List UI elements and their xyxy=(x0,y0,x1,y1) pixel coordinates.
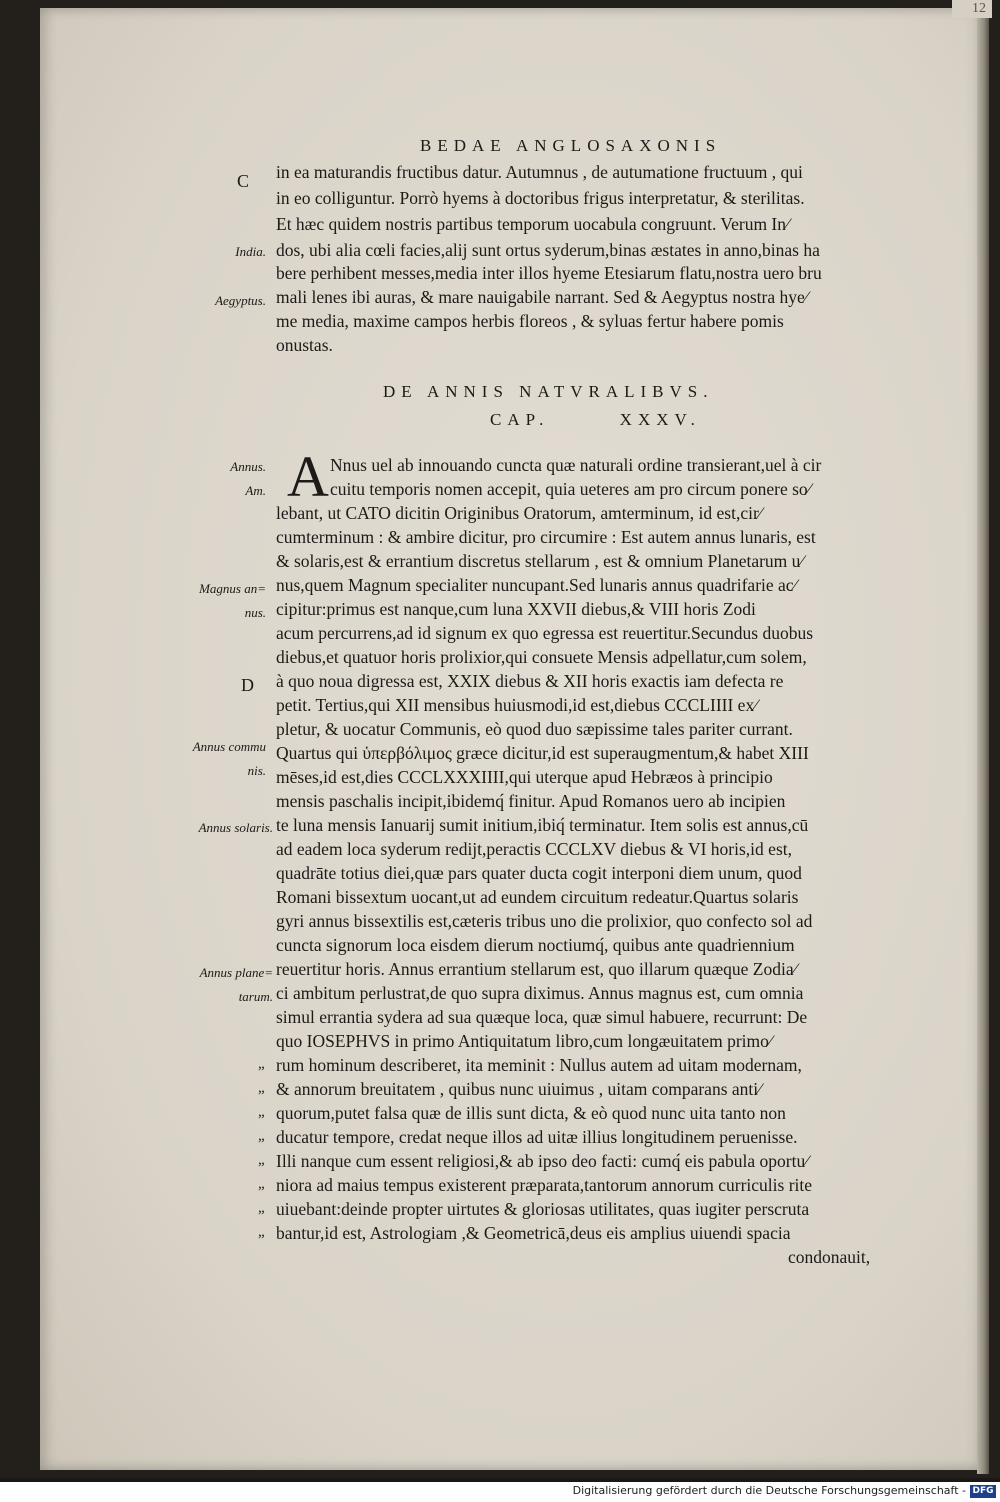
text-line: quo IOSEPHVS in primo Antiquitatum libro,cum longæuitatem primo∕ xyxy=(276,1031,772,1051)
text-line: uiuebant:deinde propter uirtutes & gloriosas utilitates, quas iugiter perscruta xyxy=(276,1199,810,1219)
text-line: Nnus uel ab innouando cuncta quæ naturali ordine transierant,uel à cir xyxy=(330,455,822,475)
margin-note-am: Am. xyxy=(245,483,266,498)
text-line: mēses,id est,dies CCCLXXXIIII,qui uterque apud Hebræos à principio xyxy=(276,767,773,787)
text-line: à quo noua digressa est, XXIX diebus & XII horis exactis iam defecta re xyxy=(276,671,784,691)
text-line: Illi nanque cum essent religiosi,& ab ipso deo facti: cumq́ eis pabula oportu∕ xyxy=(276,1151,809,1171)
text-line: quadrāte totius diei,quæ pars quater ducta cogit interponi diem unum, quod xyxy=(276,863,802,883)
text-line: mali lenes ibi auras, & mare nauigabile narrant. Sed & Aegyptus nostra hye∕ xyxy=(276,287,808,307)
footer-bar xyxy=(0,1482,1000,1502)
page-number: 12 xyxy=(972,1,986,16)
footer-credit: Digitalisierung gefördert durch die Deutsche Forschungsgemeinschaft - xyxy=(572,1484,966,1497)
quote-mark: „ xyxy=(258,1104,265,1120)
margin-letter-d: D xyxy=(241,675,254,695)
quote-mark: „ xyxy=(258,1200,265,1216)
quote-mark: „ xyxy=(258,1128,265,1144)
text-line: reuertitur horis. Annus errantium stellarum est, quo illarum quæque Zodia∕ xyxy=(276,959,797,979)
text-line: simul errantia sydera ad sua quæque loca, quæ simul habuere, recurrunt: De xyxy=(276,1007,808,1027)
text-line: in eo colliguntur. Porrò hyems à doctoribus frigus interpretatur, & sterilitas. xyxy=(276,188,805,208)
page-number-tab xyxy=(952,0,992,18)
quote-mark: „ xyxy=(258,1152,265,1168)
quote-mark: „ xyxy=(258,1080,265,1096)
drop-cap: A xyxy=(287,444,329,509)
margin-note-magnus-1: Magnus an= xyxy=(199,581,266,596)
text-line: mensis paschalis incipit,ibidemq́ finitur. Apud Romanos uero ab incipien xyxy=(276,791,786,811)
margin-note-communis-1: Annus commu xyxy=(192,739,266,754)
running-head: BEDAE ANGLOSAXONIS xyxy=(420,136,722,155)
text-line: cuitu temporis nomen accepit, quia ueteres am pro circum ponere so∕ xyxy=(330,479,811,499)
margin-note-planet-1: Annus plane= xyxy=(199,965,273,980)
text-line: pletur, & uocatur Communis, eò quod duo sæpissime tales pariter currant. xyxy=(276,719,793,739)
text-line: me media, maxime campos herbis floreos , & syluas fertur habere pomis xyxy=(276,311,784,331)
text-line: niora ad maius tempus existerent præparata,tantorum annorum curriculis rite xyxy=(276,1175,813,1195)
text-line: lebant, ut CATO dicitin Originibus Oratorum, amterminum, id est,cir∕ xyxy=(276,503,762,523)
margin-note-aegyptus: Aegyptus. xyxy=(215,293,266,308)
text-line: onustas. xyxy=(276,335,333,355)
margin-note-solaris: Annus solaris. xyxy=(198,820,273,835)
text-line: bere perhibent messes,media inter illos hyeme Etesiarum flatu,nostra uero bru xyxy=(276,263,822,283)
margin-note-communis-2: nis. xyxy=(247,763,266,778)
text-line: ducatur tempore, credat neque illos ad uitæ illius longitudinem peruenisse. xyxy=(276,1127,798,1147)
quote-mark: „ xyxy=(258,1224,265,1240)
margin-note-annus: Annus. xyxy=(230,459,266,474)
dfg-logo[interactable]: DFG xyxy=(970,1485,996,1498)
margin-note-planet-2: tarum. xyxy=(238,989,273,1004)
text-line: acum percurrens,ad id signum ex quo egressa est reuertitur.Secundus duobus xyxy=(276,623,814,643)
chapter-number: CAP. XXXV. xyxy=(490,410,701,429)
text-line: rum hominum describeret, ita meminit : Nullus autem ad uitam modernam, xyxy=(276,1055,802,1075)
text-line: petit. Tertius,qui XII mensibus huiusmodi,id est,diebus CCCLIIII ex∕ xyxy=(276,695,758,715)
text-line: gyri annus bissextilis est,cæteris tribus uno die prolixior, quo confecto sol ad xyxy=(276,911,813,931)
text-line: te luna mensis Ianuarij sumit initium,ibiq́ terminatur. Item solis est annus,cū xyxy=(276,815,809,835)
text-line: bantur,id est, Astrologiam ,& Geometricā,deus eis amplius uiuendi spacia xyxy=(276,1223,791,1243)
text-line: ad eadem loca syderum redijt,peractis CCCLXV diebus & VI horis,id est, xyxy=(276,839,792,859)
chapter-title: DE ANNIS NATVRALIBVS. xyxy=(383,382,714,401)
quote-mark: „ xyxy=(258,1056,265,1072)
text-line: cipitur:primus est nanque,cum luna XXVII diebus,& VIII horis Zodi xyxy=(276,599,756,619)
margin-letter-c: C xyxy=(237,171,250,191)
text-line: condonauit, xyxy=(788,1247,871,1267)
text-line: Quartus qui ὑπερβόλιμος græce dicitur,id est superaugmentum,& habet XIII xyxy=(276,743,809,763)
text-line: & solaris,est & errantium discretus stellarum , est & omnium Planetarum u∕ xyxy=(276,551,804,571)
margin-note-india: India. xyxy=(235,244,266,259)
text-line: nus,quem Magnum specialiter nuncupant.Sed lunaris annus quadrifarie ac∕ xyxy=(276,575,797,595)
text-line: diebus,et quatuor horis prolixior,qui consuete Mensis adpellatur,cum solem, xyxy=(276,647,807,667)
text-line: cuncta signorum loca eisdem dierum noctiumq́, quibus ante quadriennium xyxy=(276,935,795,955)
page-edge xyxy=(977,6,989,1474)
text-line: Et hæc quidem nostris partibus temporum uocabula congruunt. Verum In∕ xyxy=(276,214,789,234)
text-line: & annorum breuitatem , quibus nunc uiuimus , uitam comparans anti∕ xyxy=(276,1079,762,1099)
text-line: cumterminum : & ambire dicitur, pro circumire : Est autem annus lunaris, est xyxy=(276,527,816,547)
text-line: dos, ubi alia cœli facies,alij sunt ortus syderum,binas æstates in anno,binas ha xyxy=(276,240,820,260)
margin-note-magnus-2: nus. xyxy=(244,605,266,620)
text-line: Romani bissextum uocant,ut ad eundem circuitum redeatur.Quartus solaris xyxy=(276,887,799,907)
quote-mark: „ xyxy=(258,1176,265,1192)
text-line: ci ambitum perlustrat,de quo supra diximus. Annus magnus est, cum omnia xyxy=(276,983,804,1003)
text-line: in ea maturandis fructibus datur. Autumnus , de autumatione fructuum , qui xyxy=(276,162,803,182)
text-line: quorum,putet falsa quæ de illis sunt dicta, & eò quod nunc uita tanto non xyxy=(276,1103,786,1123)
